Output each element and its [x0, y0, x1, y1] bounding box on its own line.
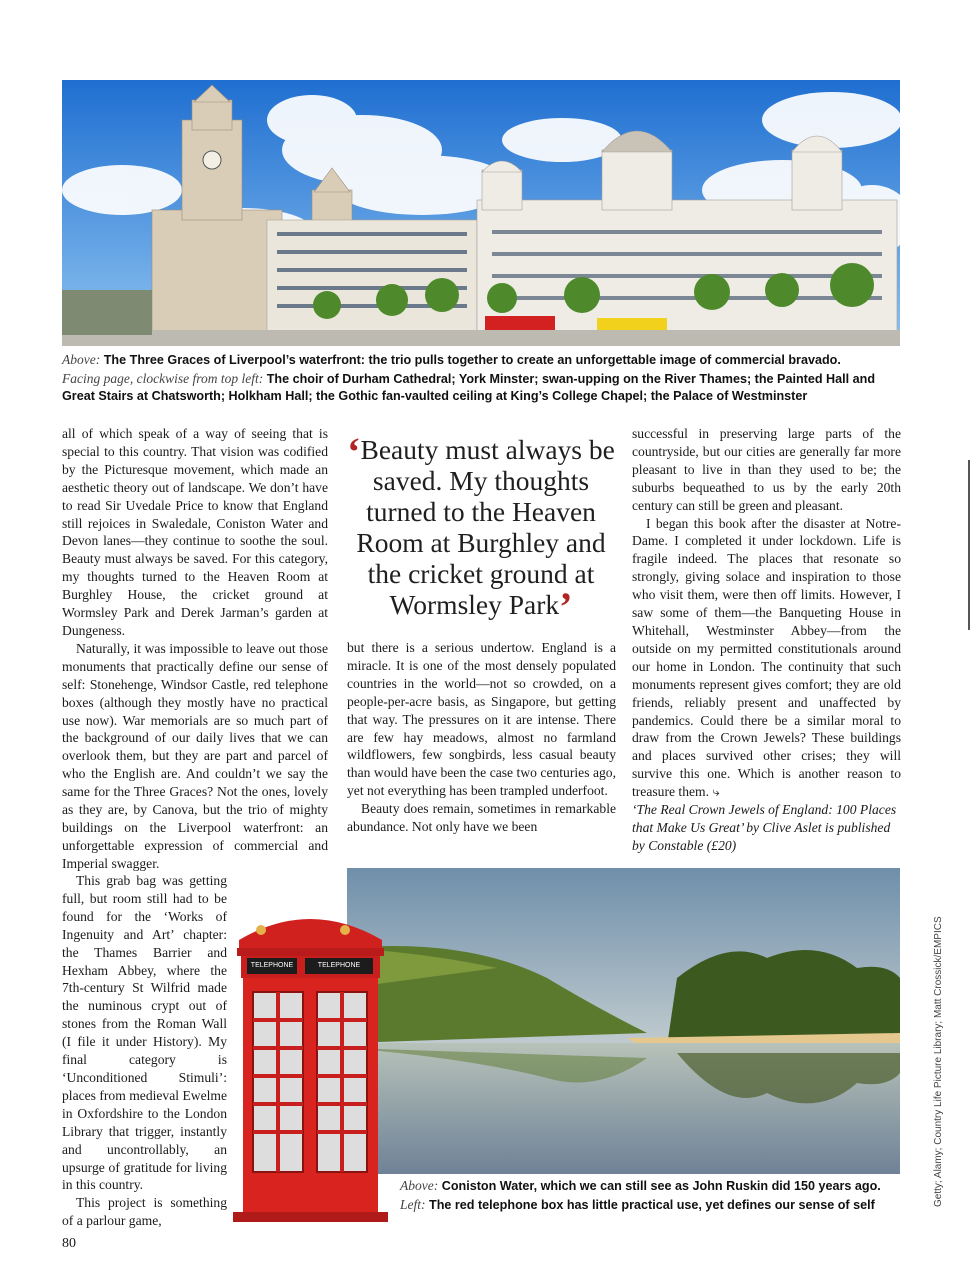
col3-paragraph-2	[632, 515, 901, 802]
column-2	[347, 639, 616, 836]
col1-paragraph-1: all of which speak of a way of seeing that is special to this country. That vision was codified by the Picturesque movement, which made an aesthetic theory out of landscape. We don’t have to read Sir Uvedale Price to know that England still rejoices in Swaledale, Coniston Water and Devon lanes—they continue to soothe the soul. Beauty must always be saved. For this category, my thoughts turned to the Heaven Room at Burghley House, the cricket ground at Wormsley Park and Derek Jarman’s garden at Dungeness.	[62, 426, 328, 638]
col1-paragraph-3: This grab bag was getting full, but room still had to be found for the ‘Works of Ingenuity and Art’ chapter: the Thames Barrier and Hexham Abbey, where the 7th-century St Wilfrid made the numinous crypt out of stones from the Roman Wall (I file it under History). My final category is ‘Unconditioned Stimuli’: places from medieval Ewelme in Oxfordshire to the London Library that trigger, instantly and uncontrollably, an upsurge of gratitude for living in this country.	[62, 873, 227, 1193]
col3-paragraph-1: successful in preserving large parts of the countryside, but our cities are generally far more pleasant to live in than they used to be; the suburbs bequeathed to us by the early 20th century can still be green and pleasant.	[632, 426, 901, 513]
hero-caption-facing-text: The choir of Durham Cathedral; York Minster; swan-upping on the River Thames; the Painted Hall and Great Stairs at Chatsworth; Holkham Hall; the Gothic fan-vaulted ceiling at King’s College Chapel; the Palace of Westminster	[62, 371, 876, 403]
red-telephone-box-image	[233, 900, 388, 1222]
hero-image-liverpool-waterfront	[62, 80, 900, 346]
hero-caption	[62, 351, 904, 406]
page-number: 80	[62, 1236, 76, 1251]
hero-caption-facing-label: Facing page, clockwise from top left:	[62, 370, 264, 386]
column-3	[632, 425, 901, 855]
telephone-box-illustration	[233, 900, 388, 1222]
bottom-caption-left-text: The red telephone box has little practical use, yet defines our sense of self	[429, 1197, 875, 1212]
hero-caption-above-text: The Three Graces of Liverpool’s waterfront: the trio pulls together to create an unforgettable image of commercial bravado.	[103, 353, 841, 367]
phone-box-sign-right: TELEPHONE	[317, 962, 361, 969]
bottom-caption-above-label: Above:	[400, 1178, 439, 1193]
three-graces-illustration	[62, 80, 900, 346]
pull-quote	[346, 429, 616, 629]
end-mark-icon: ⤷	[712, 784, 720, 800]
pull-quote-text: Beauty must always be saved. My thoughts turned to the Heaven Room at Burghley and the cricket ground at Wormsley Park	[356, 434, 615, 620]
col1-paragraph-2: Naturally, it was impossible to leave out those monuments that practically define our sense of self: Stonehenge, Windsor Castle, red telephone boxes (although they mostly have no practical use now). War memorials are so much part of the background of our daily lives that we can overlook them, but they are part and parcel of who the English are. And couldn’t we say the same for the Three Graces? Not the ones, lovely as they are, by Canova, but the trio of mighty buildings on the Liverpool waterfront: an unforgettable expression of commercial and Imperial swagger.	[62, 640, 328, 871]
hero-caption-above-label: Above:	[62, 352, 101, 367]
col2-paragraph-1: but there is a serious undertow. England is a miracle. It is one of the most densely populated countries in the world—not so crowded, on a people-per-acre basis, as Singapore, but getting that way. The pressures on it are intense. There are few hay meadows, almost no farmland wildflowers, few songbirds, less casual beauty than would have been the case two centuries ago, yet not everything has been trampled underfoot.	[347, 640, 616, 799]
book-credit-byline: ‘The Real Crown Jewels of England: 100 Places that Make Us Great’ by Clive Aslet is published by Constable (£20)	[632, 802, 897, 853]
column-1-top	[62, 425, 328, 873]
open-quote-mark: ‘	[347, 429, 361, 474]
col3-paragraph-2-text: I began this book after the disaster at Notre-Dame. I completed it under lockdown. Life is fragile indeed. The places that resonate so strongly, giving solace and inspiration to those who visit them, were then off limits. However, I saw some of them—the Banqueting House in Whitehall, Westminster Abbey—from the outside on my permitted constitutionals around our home in London. The continuity that such monuments represent gives comfort; they are old friends, reliably present and unaffected by pandemics. Could there be a similar moral to draw from the Crown Jewels? These buildings and places survived other crises; they will survive this one. Which is another reason to treasure them.	[632, 515, 901, 800]
phone-box-sign-left: TELEPHONE	[250, 962, 294, 969]
col1-paragraph-4: This project is something of a parlour game,	[62, 1195, 227, 1229]
bottom-caption-above-text: Coniston Water, which we can still see as John Ruskin did 150 years ago.	[441, 1179, 881, 1193]
coniston-water-illustration	[347, 868, 900, 1174]
bottom-caption-left-label: Left:	[400, 1196, 426, 1212]
col2-paragraph-2: Beauty does remain, sometimes in remarkable abundance. Not only have we been	[347, 801, 616, 835]
column-1-bottom	[62, 872, 227, 1230]
coniston-water-image	[347, 868, 900, 1174]
bottom-caption	[400, 1177, 902, 1214]
photo-credit: Getty; Alamy; Country Life Picture Library; Matt Crossick/EMPICS	[933, 916, 944, 1207]
close-quote-mark: ’	[559, 584, 573, 629]
page-edge-rule	[968, 460, 970, 630]
